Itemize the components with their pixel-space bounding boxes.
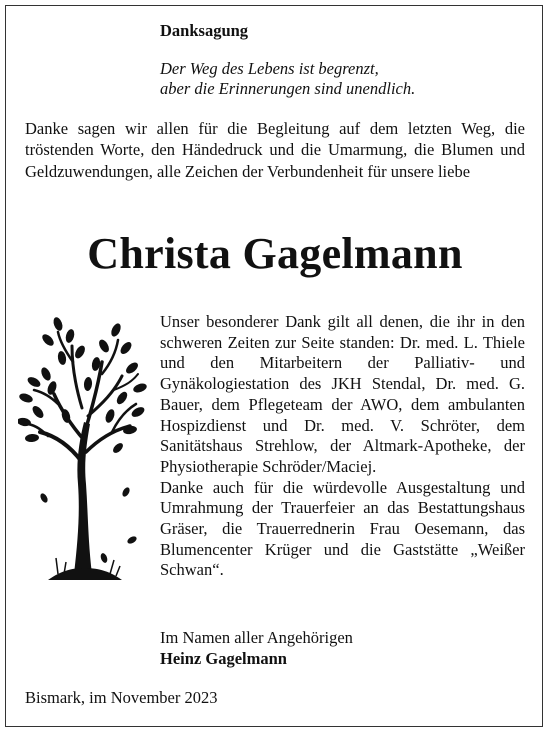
thanks-paragraph-1: Unser besonderer Dank gilt all denen, die ihr in den schweren Zeiten zur Seite standen: Dr. med. L. Thiele und den Mitarbeitern der Palliativ- und Gynäkologiestation des JKH Stendal, Dr. med. G. Bauer, dem Pflegeteam der AWO, dem ambulanten Hospizdienst und Dr. med. V. Schröter, dem Sanitätshaus Strehlow, der Altmark-Apotheke, der Physiotherapie Schröder/Maciej. xyxy=(160,312,525,476)
signer-name: Heinz Gagelmann xyxy=(160,649,287,668)
thanks-text xyxy=(160,312,525,581)
deceased-name: Christa Gagelmann xyxy=(87,229,463,278)
closing-block xyxy=(160,627,353,669)
closing-line: Im Namen aller Angehörigen xyxy=(160,628,353,647)
tree-silhouette-icon xyxy=(18,312,148,584)
motto-line-2: aber die Erinnerungen sind unendlich. xyxy=(160,79,416,98)
intro-text: Danke sagen wir allen für die Begleitung auf dem letzten Weg, die tröstenden Worte, den Händedruck und die Umarmung, die Blumen und Geldzuwendungen, alle Zeichen der Verbundenheit für unsere liebe xyxy=(25,119,525,181)
notice-heading: Danksagung xyxy=(160,21,249,40)
motto-line-1: Der Weg des Lebens ist begrenzt, xyxy=(160,59,379,78)
motto-quote xyxy=(160,59,415,99)
place-date: Bismark, im November 2023 xyxy=(25,688,218,707)
thanks-paragraph-2: Danke auch für die würdevolle Ausgestaltung und Umrahmung der Trauerfeier an das Bestattungshaus Gräser, die Trauerrednerin Frau Oesemann, das Blumencenter Krüger und die Gaststätte „Weißer Schwan“. xyxy=(160,477,525,580)
